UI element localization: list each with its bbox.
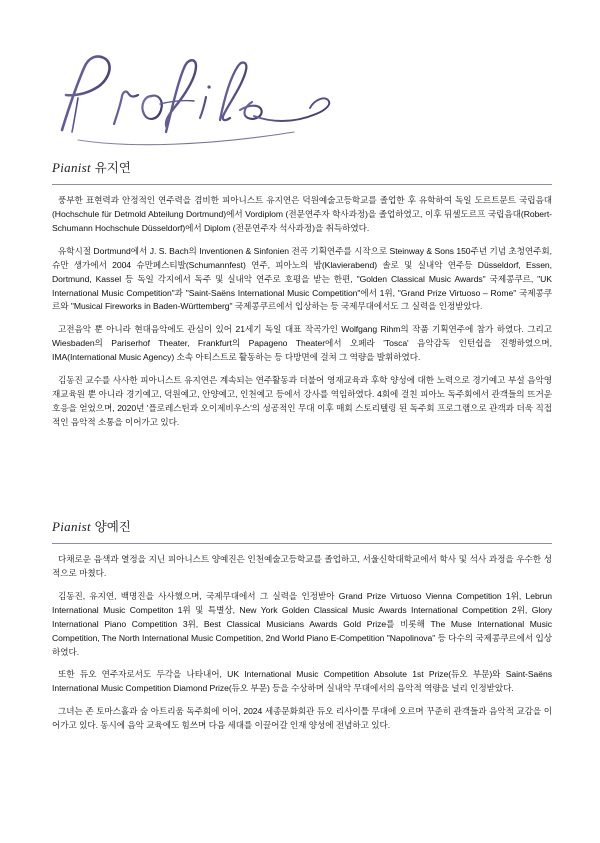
section-2-title-en: Pianist <box>52 519 91 534</box>
section-1-paragraph-4: 김동진 교수를 사사한 피아니스트 유지연은 계속되는 연주활동과 더불어 영재교육과 후학 양성에 대한 노력으로 경기예고 부설 음악영재교육원 뿐 아니라 경기예고, 덕원예고, 안양예고, 인천예고 등에서 강사를 역임하였다. 4회에 걸친 피아노 독주회에서 관객들의 뜨거운 호응을 얻었으며, 2020년 '플로레스틴과 오이제비우스'의 성공적인 무대 이후 매회 스토리텔링 된 독주회 프로그램으로 관객과 더욱 직접적인 음악적 소통을 이어가고 있다. <box>52 375 552 427</box>
section-2-paragraph-2: 김동진, 유지연, 백명진을 사사했으며, 국제무대에서 그 실력을 인정받아 Grand Prize Virtuoso Vienna Competition 1위, Lebrun International Music Competiton 1위 및 특별상, New York Golden Classical Music Awards International Competition 2위, Glory International Piano Competition 3위, Best Classical Musicians Awards Gold Prize를 비롯해 The Muse International Music Competition, The North International Music Competition, 2nd World Piano E-Competition "Napolinova" 등 다수의 국제콩쿠르에서 입상하였다. <box>52 590 552 657</box>
profile-script-logo <box>48 52 308 132</box>
section-1-divider <box>52 184 552 185</box>
section-2-divider <box>52 543 552 544</box>
page-header <box>0 0 600 148</box>
section-1-paragraph-3: 고전음악 뿐 아니라 현대음악에도 관심이 있어 21세기 독일 대표 작곡가인 Wolfgang Rihm의 작품 기획연주에 참가 하였다. 그리고 Wiesbaden의 Pariserhof Theater, Frankfurt의 Papageno Theater에서 오페라 'Tosca' 음악감독 인턴쉽을 진행하였으며, IMA(International Music Agency) 소속 아티스트로 활동하는 등 다방면에 걸쳐 그 역량을 발휘하였다. <box>52 324 552 363</box>
section-pianist-2 <box>52 517 552 733</box>
section-1-title-kr: 유지연 <box>94 161 131 175</box>
section-1-title <box>52 158 552 181</box>
section-2-paragraph-3: 또한 듀오 연주자로서도 두각을 나타내어, UK International Music Competition Absolute 1st Prize(듀오 부문)와 Saint-Saëns International Music Competition Diamond Prize(듀오 부문) 등을 수상하며 실내악 무대에서의 음악적 역량을 널리 인정받았다. <box>52 669 552 694</box>
section-1-paragraph-2: 유학시절 Dortmund에서 J. S. Bach의 Inventionen & Sinfonien 전곡 기획연주를 시작으로 Steinway & Sons 150주년 기념 초청연주회, 슈만 생가에서 2004 슈만페스티발(Schumannfest) 연주, 피아노의 밤(Klavierabend) 솔로 및 실내악 연주등 Düsseldorf, Essen, Dortmund, Kassel 등 독일 각지에서 독주 및 실내악 연주로 호평을 받는 한편, "Golden Classical Music Awards" 국제콩쿠르, "UK International Music Competition"과 "Saint-Saëns International Music Competition"에서 1위, "Grand Prize Virtuoso – Rome" 국제콩쿠르와 "Musical Fireworks in Baden-Württemberg" 국제콩쿠르에서 입상하는 등 국제무대에서도 그 실력을 인정받았다. <box>52 245 552 312</box>
section-2-paragraph-1: 다채로운 음색과 열정을 지닌 피아니스트 양예진은 인천예술고등학교를 졸업하고, 서울신학대학교에서 학사 및 석사 과정을 우수한 성적으로 마쳤다. <box>52 554 552 578</box>
section-2-title-kr: 양예진 <box>94 520 131 534</box>
section-1-paragraph-1: 풍부한 표현력과 안정적인 연주력을 겸비한 피아니스트 유지연은 덕원예술고등학교를 졸업한 후 유학하여 독일 도르트문트 국립음대 (Hochschule für Detmold Abteilung Dortmund)에서 Vordiplom (전문연주자 학사과정)을 졸업하였고, 이후 뒤셀도르프 국립음대(Robert-Schumann Hochschule Düsseldorf)에서 Diplom (전문연주자 석사과정)을 취득하였다. <box>52 195 552 233</box>
section-1-title-en: Pianist <box>52 160 91 175</box>
section-2-paragraph-4: 그녀는 존 토마스홀과 숨 아트리움 독주회에 이어, 2024 세종문화회관 듀오 리사이틀 무대에 오르며 꾸준히 관객들과 음악적 교감을 이어가고 있다. 동시에 음악 교육에도 힘쓰며 다음 세대를 이끌어갈 인재 양성에 전념하고 있다. <box>52 706 552 731</box>
section-pianist-1 <box>52 158 552 430</box>
section-2-title <box>52 517 552 540</box>
